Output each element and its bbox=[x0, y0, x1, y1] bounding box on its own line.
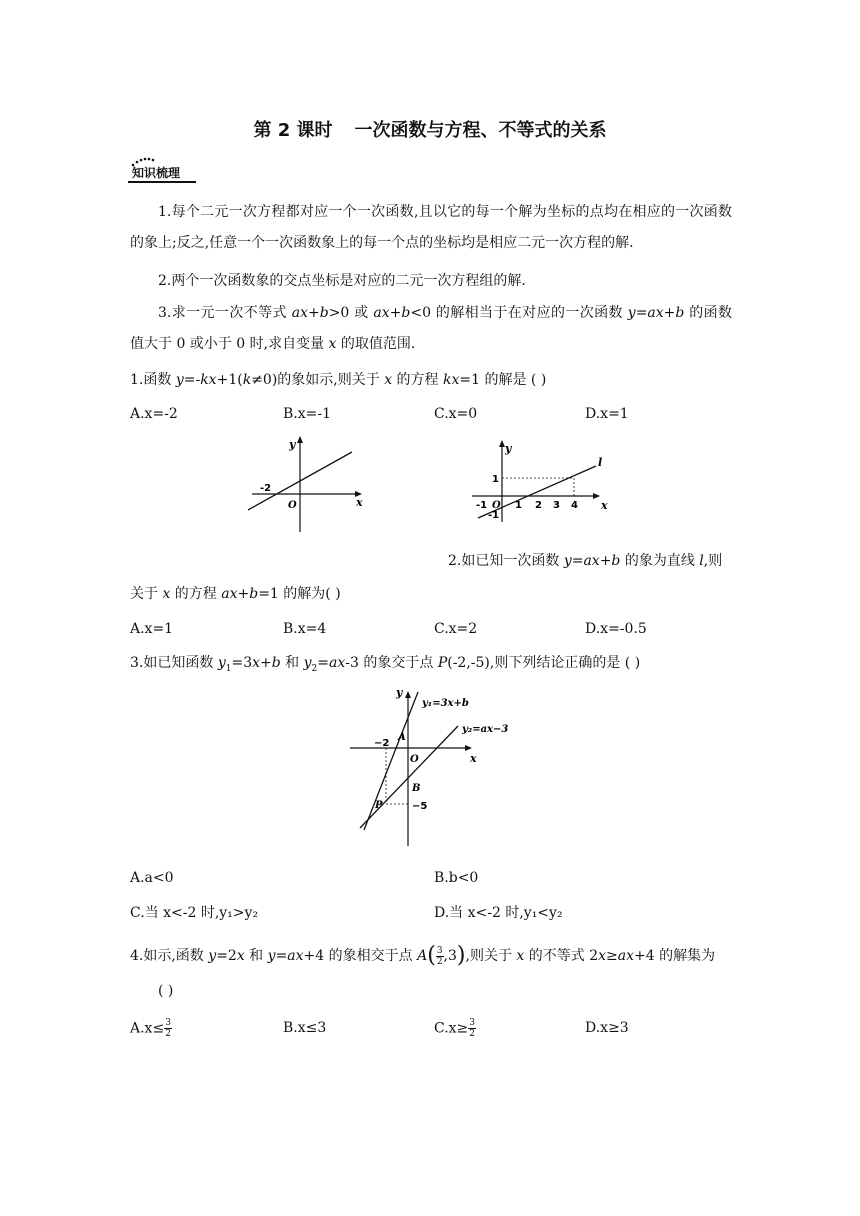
q3-option-a[interactable]: A.a<0 bbox=[130, 870, 174, 886]
q3-graph bbox=[346, 684, 516, 852]
q4-paren: ( ) bbox=[158, 983, 174, 999]
q3-option-c[interactable]: C.当 x<-2 时,y₁>y₂ bbox=[130, 905, 259, 921]
x-axis-arrow bbox=[465, 745, 472, 751]
q3-stem: 3.如已知函数 $y_1=3x+b$ 和 $y_2=ax-3$ 的象交于点 P(-2,-5),则下列结论正确的是 ( ) bbox=[130, 655, 641, 674]
knowledge-p2: 2.两个一次函数象的交点坐标是对应的二元一次方程组的解. bbox=[158, 273, 526, 289]
q2-option-b[interactable]: B.x=4 bbox=[283, 621, 327, 637]
q1-option-d[interactable]: D.x=1 bbox=[585, 406, 629, 422]
section-badge bbox=[128, 155, 200, 185]
q2-option-c[interactable]: C.x=2 bbox=[434, 621, 478, 637]
knowledge-p1: 1.每个二元一次方程都对应一个一次函数,且以它的每一个解为坐标的点均在相应的一次函数的象上;反之,任意一个一次函数象上的每一个点的坐标均是相应二元一次方程的解. bbox=[130, 204, 732, 251]
q4-option-d[interactable]: D.x≥3 bbox=[585, 1020, 629, 1036]
q2-stem-line2: 关于 x 的方程 ax+b=1 的解为( ) bbox=[130, 586, 341, 602]
line-label: l bbox=[598, 456, 603, 469]
tick-x-3: 3 bbox=[553, 500, 560, 511]
q2-option-d[interactable]: D.x=-0.5 bbox=[585, 621, 647, 637]
title-topic: 一次函数与方程、不等式的关系 bbox=[354, 120, 607, 141]
origin-label: O bbox=[492, 500, 501, 511]
tick-y-1: 1 bbox=[492, 474, 499, 485]
tick-y-minus5: −5 bbox=[412, 801, 428, 812]
y-axis-arrow bbox=[405, 691, 411, 698]
x-axis-arrow bbox=[593, 493, 600, 499]
x-label: x bbox=[601, 499, 608, 512]
x-label: x bbox=[356, 496, 363, 509]
label-y2: y₂=ax−3 bbox=[462, 724, 509, 735]
q2-option-a[interactable]: A.x=1 bbox=[130, 621, 174, 637]
q1-option-a[interactable]: A.x=-2 bbox=[130, 406, 178, 422]
q2-graph bbox=[468, 436, 618, 528]
y-label: y bbox=[505, 442, 512, 455]
origin-label: O bbox=[288, 500, 297, 511]
tick-x-4: 4 bbox=[571, 500, 578, 511]
x-label: x bbox=[470, 752, 477, 765]
point-p-label: P bbox=[375, 800, 383, 811]
q4-option-b[interactable]: B.x≤3 bbox=[283, 1020, 327, 1036]
title-lesson: 第 2 课时 bbox=[253, 120, 333, 141]
q1-graph bbox=[240, 432, 380, 540]
tick-y-minus1: -1 bbox=[488, 510, 500, 521]
origin-label: O bbox=[410, 754, 419, 765]
q1-option-b[interactable]: B.x=-1 bbox=[283, 406, 332, 422]
q4-stem-line1: 4.如示,函数 y=2x 和 y=ax+4 的象相交于点 A( $\frac{3}{2}$ ,3),则关于 x 的不等式 2x≥ax+4 的解集为 bbox=[130, 943, 716, 968]
q3-option-d[interactable]: D.当 x<-2 时,y₁<y₂ bbox=[434, 905, 563, 921]
page-title bbox=[0, 116, 860, 142]
q1-stem: 1.函数 y=-kx+1(k≠0)的象如示,则关于 x 的方程 kx=1 的解是 ( ) bbox=[130, 372, 547, 388]
tick-x-2: 2 bbox=[535, 500, 542, 511]
y-label: y bbox=[289, 438, 296, 451]
q1-option-c[interactable]: C.x=0 bbox=[434, 406, 478, 422]
q2-stem-line1: 2.如已知一次函数 y=ax+b 的象为直线 l,则 bbox=[448, 553, 723, 569]
section-label: 知识梳理 bbox=[132, 166, 181, 180]
q3-option-b[interactable]: B.b<0 bbox=[434, 870, 479, 886]
knowledge-p3: 3.求一元一次不等式 ax+b>0 或 ax+b<0 的解相当于在对应的一次函数 y=ax+b 的函数值大于 0 或小于 0 时,求自变量 x 的取值范围. bbox=[130, 305, 732, 352]
q4-option-c[interactable]: C.x≥ $\frac{3}{2}$ bbox=[434, 1018, 476, 1039]
point-b-label: B bbox=[412, 783, 421, 794]
section-underline bbox=[128, 181, 196, 183]
intercept-label: -2 bbox=[260, 483, 272, 494]
q4-option-a[interactable]: A.x≤ $\frac{3}{2}$ bbox=[130, 1018, 171, 1039]
tick-x-minus1: -1 bbox=[476, 500, 488, 511]
y-axis-arrow bbox=[297, 436, 303, 443]
label-y1: y₁=3x+b bbox=[422, 698, 469, 709]
q4-fraction: $\frac{3}{2}$ bbox=[436, 945, 443, 967]
point-a-label: A bbox=[398, 732, 406, 743]
tick-x-minus2: −2 bbox=[374, 738, 390, 749]
y-label: y bbox=[396, 686, 403, 699]
tick-x-1: 1 bbox=[515, 500, 522, 511]
